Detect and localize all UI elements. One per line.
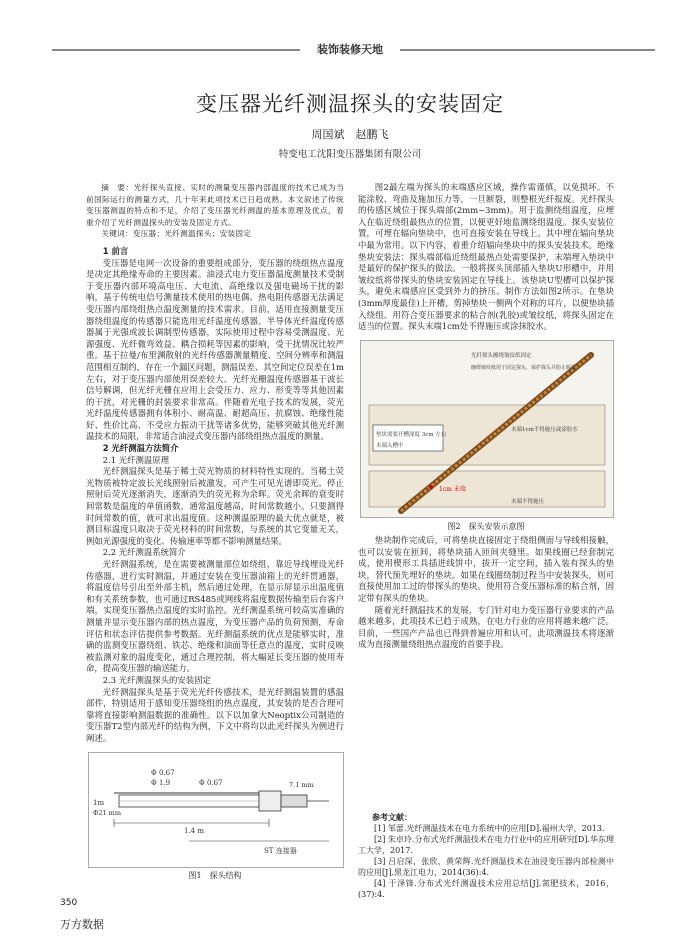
para-probe-position: 图2最左端为探头的末端感应区域，操作需谨慎，以免损坏。不能涂胶、弯曲及施加压力等，一旦断裂，则整根光纤报废。光纤探头的传感区域位于探头端部(2mm~3mm)。用于监测绕组温度，应埋入在临近绕组最热点的位置，以便更好地监测绕组温度。探头安装位置，可埋在辐向垫块中，也可直接安装在导线上。其中埋在辐向垫块中最为常用。以下内容，着重介绍辐向垫块中的探头安装技术。绝缘垫块安装法：探头端部临近绕组最热点处需要保护，末端埋入垫块中是最好的保护探头的做法。一般将探头顶部插入垫块U形槽中，并用皱纹纸将带探头的垫块安装固定在导线上。该垫块U型槽可以保护探头，避免末端感应区受到外力的挤压。制作方法如图2所示。在垫块(3mm厚度最佳)上开槽，剪掉垫块一侧两个对称的耳片，以便垫块插入绕组。用符合变压器要求的粘合剂(乳胶)或皱纹纸，将探头固定在适当的位置。探头末端1cm处不得施压或涂抹胶水。: [358, 182, 614, 332]
fig1-label-2: Φ 1.9: [151, 779, 171, 787]
fig1-label-1: Φ 0.67: [151, 769, 175, 777]
reference-1: [1] 邹蕾.光纤测温技术在电力系统中的应用[D].福州大学，2013.: [374, 824, 605, 833]
fig2-label-tip: 末端1cm不得施压或涂胶水: [511, 427, 578, 433]
fig1-dim-3: 1.4 m: [184, 827, 204, 835]
figure-2-caption: 图2 探头安装示意图: [447, 522, 525, 531]
fig2-label-tip2: 1cm 末端: [439, 486, 466, 493]
reference-3: [3] 吕启深，张欣，黄荣辉.光纤测温技术在油浸变压器内部检测中的应用[J].黑龙江电力，2014(36):4.: [358, 857, 614, 877]
references: [358, 812, 614, 900]
para-system: 光纤测温系统，是在需要被测量部位如绕组、靠近导线埋设光纤传感器，进行实时测温，并通过安装在变压器油箱上的光纤贯通器，将温度信号引出至外部主机，然后通过处理，在显示屏显示出温度值和有关系统参数，也可通过RS485或网线将温度数据传输至后台客户端，实现变压器热点温度的实时监控。光纤测温系统可较高实准确的测量并显示变压器内部的热点温度，为变压器产品的负荷预测，寿命评估和状态评估提供参考数据。光纤测温系统的优点是能够实时，准确的监测变压器绕组、铁芯、绝缘和油面等任意点的温度，实时反映被监测对象的温度变化，通过合理控制，将大幅延长变压器的使用寿命，提高变压器的输送能力。: [86, 559, 344, 674]
affiliation: 特变电工沈阳变压器集团有限公司: [278, 149, 422, 160]
section-header: 装饰装修天地: [300, 43, 400, 57]
figure-1-probe-structure: [88, 752, 344, 868]
heading-principle: 2.1 光纤测温原理: [102, 454, 170, 465]
references-title: 参考文献：: [372, 812, 412, 822]
fig2-label-top1: 光纤探头缠绕皱纹纸固定: [471, 353, 532, 359]
figure-2-install-diagram: [360, 340, 614, 518]
para-install: 光纤测温探头是基于荧光光纤传感技术，是光纤测温装置的感温部件，特别适用于感知变压器绕组的热点温度，其安装的是否合理可靠将直接影响测温数据的准确性。以下以加拿大Neoptix公司制造的变压器T2型内部光纤的结构为例，下文中将均以此光纤探头为例进行阐述。: [86, 686, 344, 743]
install-diagram-drawing: [361, 341, 613, 517]
fig2-label-box: 垫块需要开槽深度 3cm 左右: [376, 432, 447, 438]
fig2-label-bottom: 末端不得施压: [511, 499, 545, 505]
fig2-label-ins: 末端入槽中: [376, 443, 404, 449]
probe-structure-drawing: [89, 753, 343, 867]
right-column-top: [358, 182, 614, 333]
left-column: [86, 182, 344, 745]
para-principle: 光纤测温探头是基于稀土荧光物质的材料特性实现的。当稀土荧光物质被特定波长光线照射后被激发，可产生可见光谱即荧光。停止照射后荧光逐渐消失，逐渐消失的荧光称为余晖。荧光余晖的衰变时间常数是温度的单值函数，通常温度越高，时间常数越小。只要测得时间常数的值，就可求出温度值。这种测温原理的最大优点就是，被测目标温度只取决于荧光材料的时间常数，与系统的其它变量无关，例如光源强度的变化、传输速率等都不影响测量结果。: [86, 466, 344, 546]
page-number: 350: [60, 898, 78, 908]
para-conclusion: 随着光纤测温技术的发展，专门针对电力变压器行业要求的产品越来越多，此项技术已趋于成熟，在电力行业的应用将越来越广泛。目前，一些国产产品也已得到普遍应用和认可，此项测温技术将逐渐成为直接测量绕组热点温度的首要手段。: [358, 604, 614, 650]
heading-intro: 1 前言: [102, 245, 129, 256]
keywords: 关键词：变压器；光纤测温探头；安装固定: [101, 229, 252, 239]
fig2-label-top2: 缠绕皱纹纸用于固定探头，保护探头并防止脱落: [471, 365, 577, 371]
fig1-label-3: Φ 0.67: [199, 779, 223, 787]
abstract: 摘 要：光纤探头直接、实时的测量变压器内部温度的技术已成为当前国际运行的测量方式，几十年来此项技术已日趋成熟。本文叙述了传统变压器测温的特点和不足，介绍了变压器光纤测温的基本原理及优点，着重介绍了光纤测温探头的安装及固定方式。: [86, 183, 344, 227]
heading-install: 2.3 光纤测温探头的安装固定: [102, 674, 211, 685]
para-intro: 变压器是电网一次设备的重要组成部分，变压器的绕组热点温度是决定其绝缘寿命的主要因素。油浸式电力变压器温度测量技术受制于变压器内部环境高电压、大电流、高绝缘以及强电磁场干扰的影响，基于传统电信号测量技术使用的热电偶、热电阻传感器无法满足变压器内部绕组热点温度测量的技术需求。目前，适用直接测量变压器绕组温度的传感器只能选用光纤温度传感器。半导体光纤温度传感器属于光强或波长调制型传感器，实际使用过程中容易受测温度、光源强度、光纤微弯效益、耦合损耗等因素的影响，受干扰情况比较严重。基于拉曼/布里渊散射的光纤传感器测量精度、空间分辨率和测温范围相互制约，存在一个漏区问题，测温误差、其空间定位误差在1m左右，对于变压器内部使用误差较大。光纤光栅温度传感器基于波长信号解调，但光纤光栅在应用上会受压力、应力、形变等等其他因素的干扰，对光栅的封装要求非常高。伴随着光电子技术的发展，荧光光纤温度传感器拥有体积小、耐高温、耐超高压、抗腐蚀、绝缘性能好、性价比高、不受应力振动干扰等诸多优势，能够突破其他光纤测温技术的局限，非常适合油浸式变压器内部绕组热点温度的测量。: [86, 257, 344, 442]
para-spacer-install: 垫块制作完成后，可将垫块直接固定于绕组侧面与导线相接触，也可以安装在匝间，将垫块插入匝间夹缝里。如果线圈已经套制完成，使用楔形工具插进线饼中，拔开一定空间，插入装有探头的垫块，替代预先埋好的垫块。如果在线圈绕制过程当中安装探头，则可直接使用加工过的带探头的垫块。使用符合变压器标准的粘合剂，固定带有探头的垫块。: [358, 535, 614, 603]
reference-2: [2] 朱卓玲.分布式光纤测温技术在电力行业中的应用研究[D].华东理工大学，2017.: [358, 835, 614, 855]
authors: 周国斌 赵鹏飞: [311, 128, 389, 141]
article-title: 变压器光纤测温探头的安装固定: [196, 92, 504, 116]
fig1-connector-label: ST 连接器: [264, 847, 297, 855]
fig1-dim-1: 1m: [93, 799, 105, 807]
figure-1-caption: 图1 探头结构: [188, 871, 242, 880]
right-column-bottom: [358, 535, 614, 651]
fig1-dim-2: Φ21 mm: [93, 809, 121, 817]
fig1-dim-4: 7.1 mm: [289, 781, 314, 789]
heading-system: 2.2 光纤测温系统简介: [102, 547, 186, 558]
reference-4: [4] 于泽锋.分布式光纤测温技术应用总结[J].氮肥技术，2016，(37):4.: [358, 879, 614, 899]
heading-method: 2 光纤测温方法简介: [102, 443, 179, 454]
database-brand: 万方数据: [60, 918, 104, 931]
